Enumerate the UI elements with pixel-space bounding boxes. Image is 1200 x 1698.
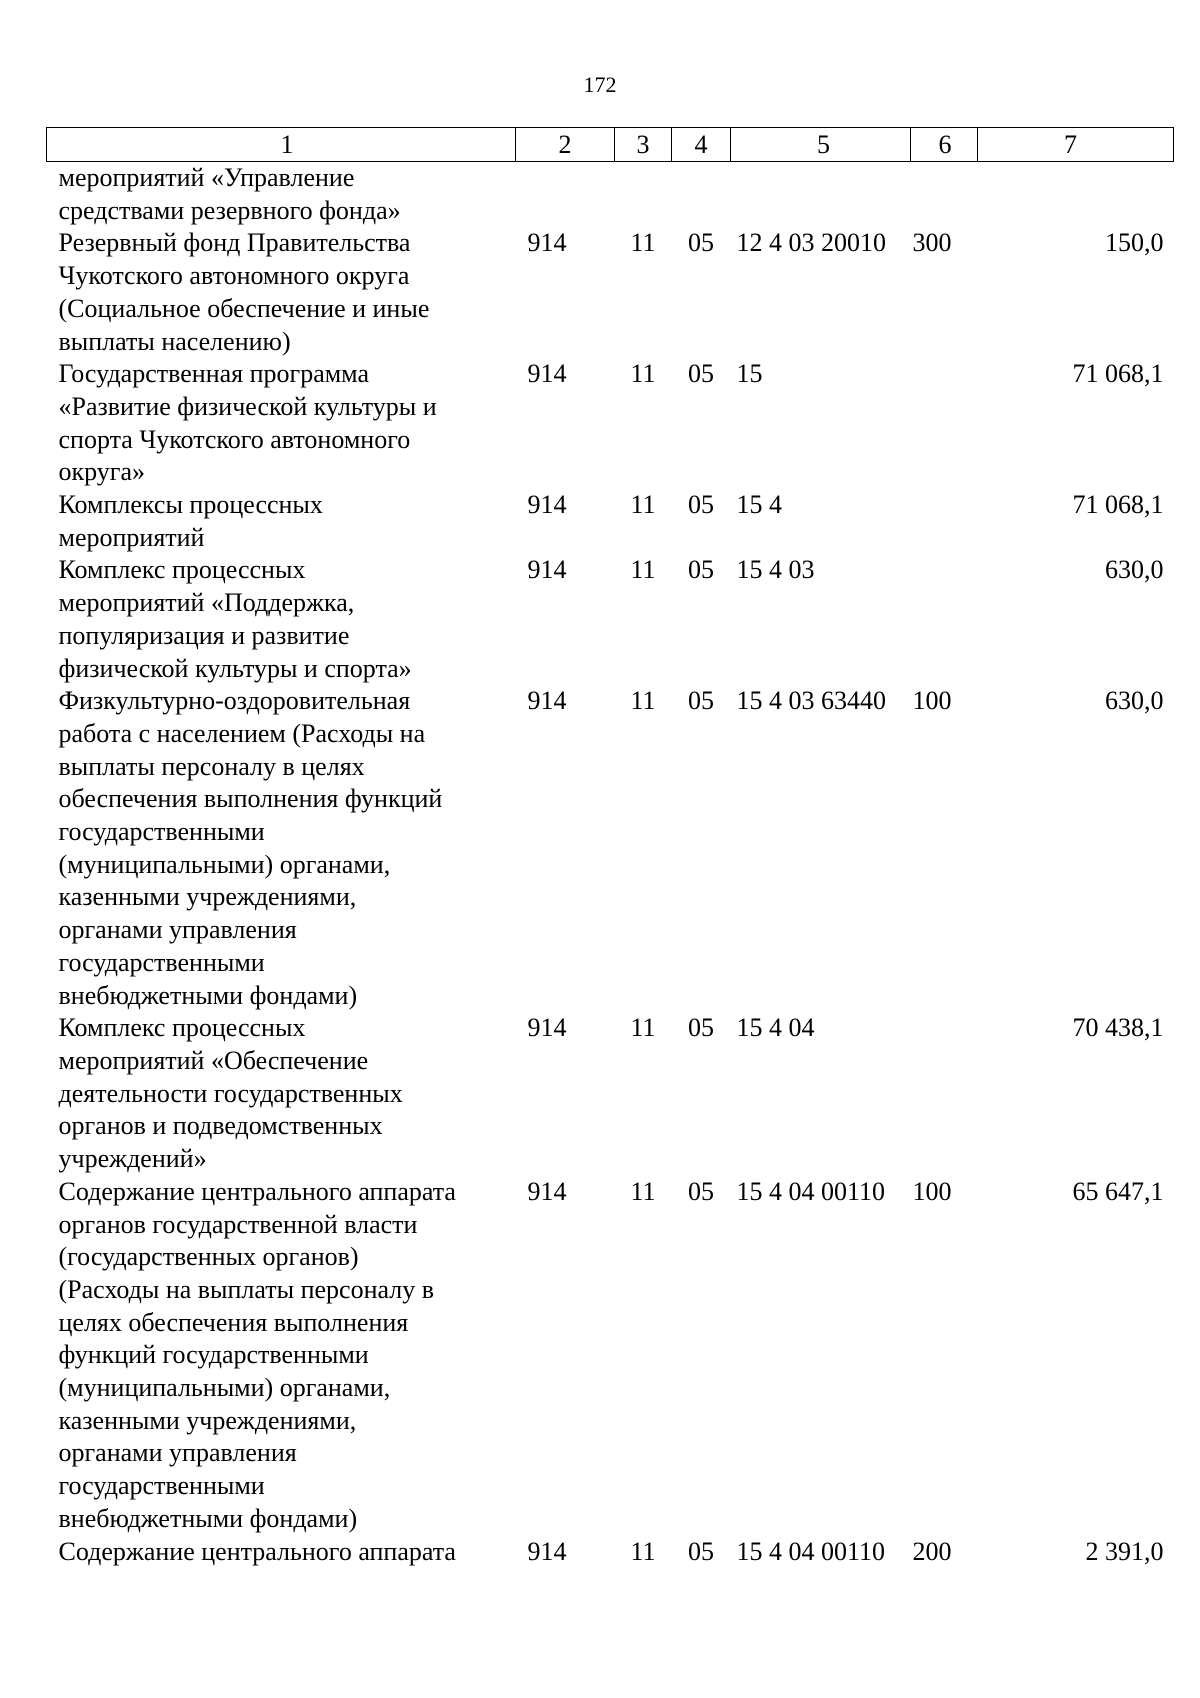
row-amount: 630,0 [1105, 686, 1164, 716]
row-description [47, 227, 516, 358]
description-line: Государственная программа [58, 359, 370, 389]
row-section: 11 [630, 1013, 656, 1043]
description-line: выплаты населению) [58, 326, 291, 356]
description-line: внебюджетными фондами) [58, 980, 358, 1010]
row-admin-code: 914 [527, 1176, 567, 1206]
row-description [47, 685, 516, 1012]
row-admin-code: 914 [527, 490, 567, 520]
table-row [47, 162, 1174, 228]
table-row [47, 554, 1174, 685]
description-line: (муниципальными) органами, [58, 849, 391, 879]
description-line: деятельности государственных [58, 1078, 403, 1108]
row-amount: 630,0 [1105, 555, 1164, 585]
row-amount [978, 162, 1174, 228]
description-line: Комплекс процессных [58, 1013, 306, 1043]
description-line: мероприятий «Управление [58, 163, 355, 192]
description-line: целях обеспечения выполнения [58, 1307, 409, 1337]
description-line: выплаты персоналу в целях [58, 751, 365, 781]
description-line: Физкультурно-оздоровительная [58, 686, 411, 716]
table-row [47, 227, 1174, 358]
row-expense-type [911, 162, 978, 228]
row-subsection: 05 [688, 228, 714, 258]
row-admin-code: 914 [527, 228, 567, 258]
row-target-article [731, 162, 911, 228]
row-amount: 71 068,1 [1072, 490, 1164, 520]
table-row [47, 685, 1174, 1012]
row-description [47, 489, 516, 554]
row-description [47, 358, 516, 489]
row-expense-type: 200 [912, 1536, 952, 1566]
row-admin-code: 914 [527, 359, 567, 389]
description-line: учреждений» [58, 1144, 207, 1174]
row-admin-code: 914 [527, 555, 567, 585]
row-section [615, 162, 672, 228]
table-row [47, 1176, 1174, 1536]
row-subsection: 05 [688, 1013, 714, 1043]
row-subsection [672, 162, 731, 228]
row-amount: 150,0 [1105, 228, 1164, 258]
description-line: физической культуры и спорта» [58, 653, 412, 683]
header-col-2: 2 [516, 128, 615, 162]
row-section: 11 [630, 1176, 656, 1206]
description-line: обеспечения выполнения функций [58, 784, 443, 814]
table-row [47, 1536, 1174, 1569]
row-description [47, 1176, 516, 1536]
row-target-article: 15 4 04 00110 [736, 1176, 886, 1206]
description-line: органов и подведомственных [58, 1111, 383, 1141]
header-col-4: 4 [672, 128, 731, 162]
description-line: (Социальное обеспечение и иные [58, 293, 430, 323]
row-target-article: 15 4 04 [736, 1013, 815, 1043]
description-line: средствами резервного фонда» [58, 195, 401, 225]
row-amount: 2 391,0 [1085, 1536, 1164, 1566]
description-line: (государственных органов) [58, 1242, 359, 1272]
row-expense-type [911, 1012, 978, 1176]
row-admin-code: 914 [527, 1013, 567, 1043]
header-col-3: 3 [615, 128, 672, 162]
row-subsection: 05 [688, 490, 714, 520]
row-admin-code: 914 [527, 686, 567, 716]
row-section: 11 [630, 1536, 656, 1566]
table-body [47, 162, 1174, 1569]
row-expense-type [911, 358, 978, 489]
description-line: (Расходы на выплаты персоналу в [58, 1274, 435, 1304]
row-amount: 65 647,1 [1072, 1176, 1164, 1206]
description-line: органами управления [58, 915, 297, 945]
row-subsection: 05 [688, 555, 714, 585]
description-line: государственными [58, 947, 265, 977]
description-line: Резервный фонд Правительства [58, 228, 411, 258]
row-section: 11 [630, 686, 656, 716]
row-subsection: 05 [688, 359, 714, 389]
row-target-article: 15 4 03 63440 [736, 686, 886, 716]
description-line: казенными учреждениями, [58, 882, 357, 912]
page-number: 172 [583, 72, 617, 97]
table-row [47, 1012, 1174, 1176]
row-subsection: 05 [688, 1176, 714, 1206]
description-line: мероприятий «Обеспечение [58, 1045, 369, 1075]
table-row [47, 489, 1174, 554]
description-line: «Развитие физической культуры и [58, 391, 437, 421]
description-line: Содержание центрального аппарата [58, 1536, 456, 1566]
row-subsection: 05 [688, 1536, 714, 1566]
description-line: государственными [58, 1471, 265, 1501]
description-line: спорта Чукотского автономного [58, 424, 411, 454]
description-line: популяризация и развитие [58, 620, 350, 650]
row-section: 11 [630, 359, 656, 389]
row-description [47, 162, 516, 228]
row-amount: 71 068,1 [1072, 359, 1164, 389]
description-line: Комплекс процессных [58, 555, 306, 585]
row-description [47, 554, 516, 685]
header-col-1: 1 [47, 128, 516, 162]
row-expense-type [911, 554, 978, 685]
description-line: государственными [58, 817, 265, 847]
description-line: мероприятий [58, 522, 205, 552]
description-line: Содержание центрального аппарата [58, 1176, 456, 1206]
row-admin-code: 914 [527, 1536, 567, 1566]
description-line: Комплексы процессных [58, 490, 323, 520]
row-amount: 70 438,1 [1072, 1013, 1164, 1043]
description-line: (муниципальными) органами, [58, 1373, 391, 1403]
row-section: 11 [630, 490, 656, 520]
description-line: органов государственной власти [58, 1209, 418, 1239]
description-line: мероприятий «Поддержка, [58, 588, 355, 618]
table-row [47, 358, 1174, 489]
description-line: казенными учреждениями, [58, 1405, 357, 1435]
header-col-6: 6 [911, 128, 978, 162]
row-description [47, 1012, 516, 1176]
description-line: работа с населением (Расходы на [58, 718, 426, 748]
row-expense-type [911, 489, 978, 554]
row-target-article: 15 [736, 359, 763, 389]
row-section: 11 [630, 228, 656, 258]
row-description [47, 1536, 516, 1569]
row-subsection: 05 [688, 686, 714, 716]
row-expense-type: 100 [912, 1176, 952, 1206]
description-line: внебюджетными фондами) [58, 1503, 358, 1533]
description-line: округа» [58, 457, 145, 487]
row-target-article: 15 4 04 00110 [736, 1536, 886, 1566]
description-line: функций государственными [58, 1340, 369, 1370]
row-target-article: 15 4 03 [736, 555, 815, 585]
budget-table [46, 127, 1174, 1568]
row-target-article: 15 4 [736, 490, 782, 520]
header-col-7: 7 [978, 128, 1174, 162]
row-target-article: 12 4 03 20010 [736, 228, 886, 258]
row-admin-code [516, 162, 615, 228]
row-expense-type: 300 [912, 228, 952, 258]
row-section: 11 [630, 555, 656, 585]
table-header-row [47, 128, 1174, 162]
description-line: Чукотского автономного округа [58, 261, 410, 291]
header-col-5: 5 [731, 128, 911, 162]
row-expense-type: 100 [912, 686, 952, 716]
description-line: органами управления [58, 1438, 297, 1468]
